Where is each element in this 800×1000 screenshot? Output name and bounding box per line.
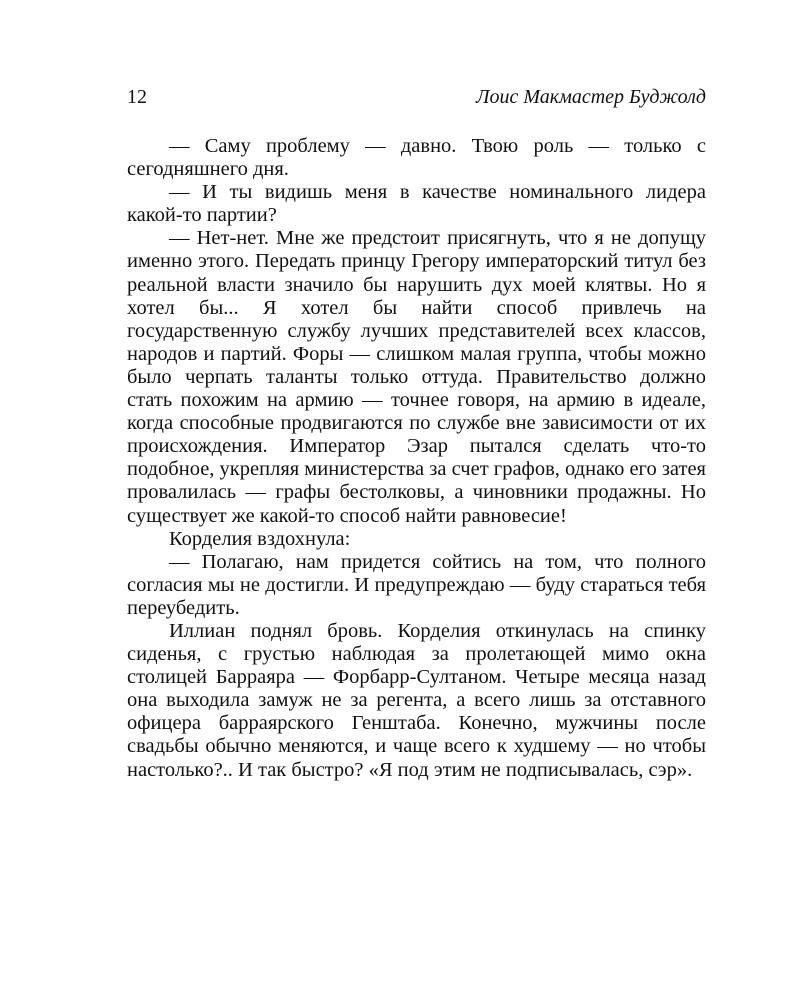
- paragraph: Корделия вздохнула:: [169, 527, 351, 550]
- paragraph: — Нет-нет. Мне же предстоит присягнуть, что я не допущу именно этого. Передать принцу Грегору императорский титул без реальной власти значило бы нарушить дух моей клятвы. Но я хотел бы... Я хотел бы найти способ привлечь на государственную службу лучших представителей всех классов, народов и партий. Форы — слишком малая группа, чтобы можно было черпать таланты только оттуда. Правительство должно стать похожим на армию — точнее говоря, на армию в идеале, когда способные продвигаются по службе вне зависимости от их происхождения. Император Эзар пытался сделать что-то подобное, укрепляя министерства за счет графов, однако его затея провалилась — графы бестолковы, а чиновники продажны. Но существует же какой-то способ найти равновесие!: [127, 227, 706, 527]
- running-head-author: Лоис Макмастер Буджолд: [475, 86, 706, 108]
- body-text: [127, 135, 706, 782]
- page-header: [127, 86, 706, 116]
- paragraph: — Полагаю, нам придется сойтись на том, что полного согласия мы не достигли. И предупреждаю — буду стараться тебя переубедить.: [127, 550, 706, 619]
- page-number: 12: [127, 86, 147, 108]
- paragraph: — И ты видишь меня в качестве номинального лидера какой-то партии?: [127, 181, 706, 227]
- paragraph: Иллиан поднял бровь. Корделия откинулась на спинку сиденья, с грустью наблюдая за пролетающей мимо окна столицей Барраяра — Форбарр-Султаном. Четыре месяца назад она выходила замуж не за регента, а всего лишь за отставного офицера барраярского Генштаба. Конечно, мужчины после свадьбы обычно меняются, и чаще всего к худшему — но чтобы настолько?.. И так быстро? «Я под этим не подписывалась, сэр».: [127, 619, 706, 781]
- paragraph: — Саму проблему — давно. Твою роль — только с сегодняшнего дня.: [127, 135, 706, 181]
